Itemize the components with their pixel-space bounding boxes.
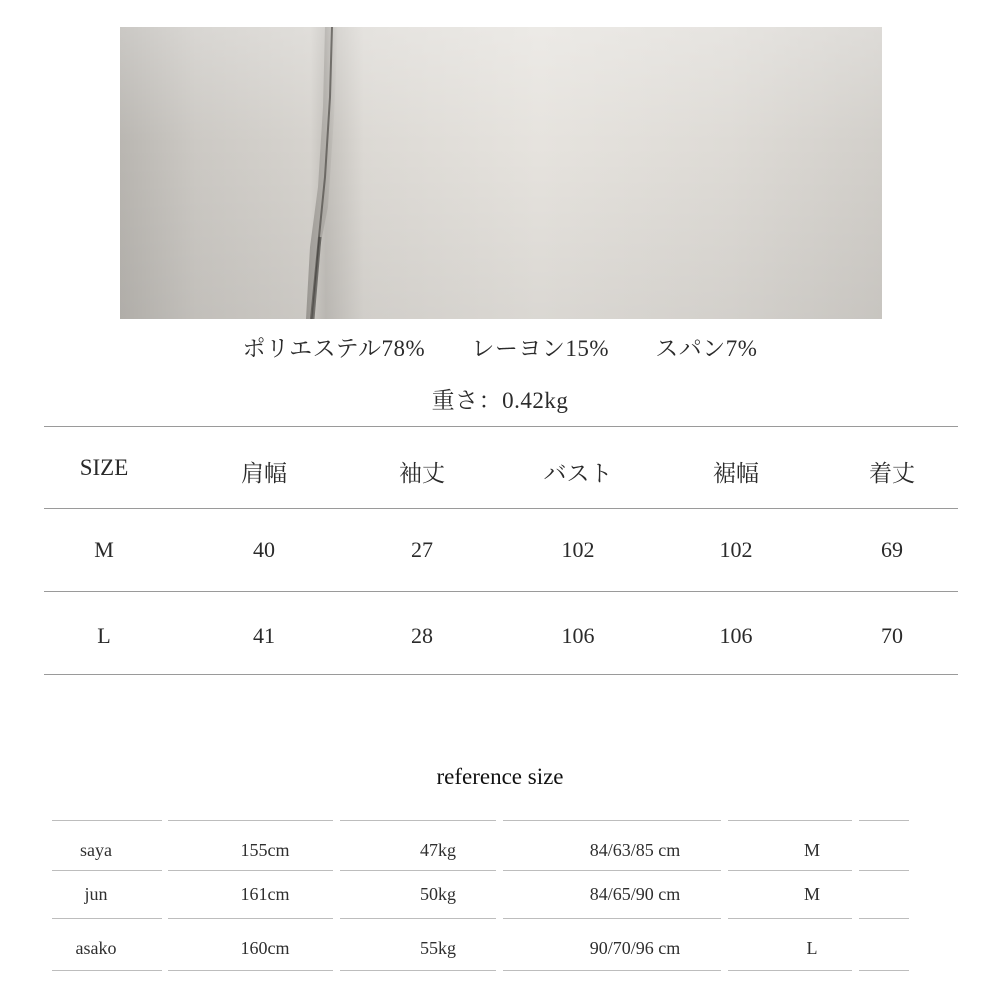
size-table-divider bbox=[44, 426, 958, 427]
material-composition bbox=[0, 330, 1000, 363]
size-cell: 41 bbox=[253, 623, 275, 648]
size-header-sleeve: 袖丈 bbox=[399, 461, 445, 486]
reference-divider bbox=[728, 918, 852, 919]
reference-divider bbox=[728, 970, 852, 971]
reference-divider bbox=[52, 870, 162, 871]
reference-divider bbox=[859, 918, 909, 919]
reference-measurements: 90/70/96 cm bbox=[589, 938, 681, 958]
size-cell: 106 bbox=[719, 623, 753, 648]
reference-size: M bbox=[803, 840, 821, 860]
reference-divider bbox=[168, 918, 333, 919]
reference-divider bbox=[340, 918, 496, 919]
reference-divider bbox=[168, 970, 333, 971]
reference-height: 160cm bbox=[240, 938, 290, 958]
reference-name: jun bbox=[84, 884, 108, 904]
reference-divider bbox=[52, 918, 162, 919]
reference-divider bbox=[859, 970, 909, 971]
reference-divider bbox=[503, 870, 721, 871]
reference-divider bbox=[503, 970, 721, 971]
size-cell: 40 bbox=[253, 537, 275, 562]
size-cell: M bbox=[94, 537, 114, 562]
reference-divider bbox=[859, 870, 909, 871]
size-cell: 102 bbox=[561, 537, 595, 562]
reference-size: L bbox=[806, 938, 818, 958]
size-cell: L bbox=[97, 623, 111, 648]
size-header-size: SIZE bbox=[79, 455, 129, 480]
size-header-hem: 裾幅 bbox=[713, 461, 759, 486]
size-table-divider bbox=[44, 674, 958, 675]
size-cell: 102 bbox=[719, 537, 753, 562]
reference-divider bbox=[52, 970, 162, 971]
reference-height: 155cm bbox=[240, 840, 290, 860]
reference-weight: 55kg bbox=[420, 938, 456, 958]
reference-divider bbox=[168, 870, 333, 871]
weight-label: 重さ：0.42kg bbox=[431, 388, 569, 413]
fabric-photo bbox=[120, 27, 882, 319]
size-cell: 106 bbox=[561, 623, 595, 648]
reference-divider bbox=[859, 820, 909, 821]
size-header-length: 着丈 bbox=[869, 461, 915, 486]
composition-spandex: スパン7% bbox=[655, 336, 758, 361]
size-cell: 28 bbox=[411, 623, 433, 648]
size-cell: 27 bbox=[411, 537, 433, 562]
size-header-shoulder: 肩幅 bbox=[241, 461, 287, 486]
reference-height: 161cm bbox=[240, 884, 290, 904]
size-header-bust: バスト bbox=[543, 461, 613, 486]
reference-divider bbox=[503, 820, 721, 821]
reference-divider bbox=[340, 870, 496, 871]
composition-polyester: ポリエステル78% bbox=[242, 336, 426, 361]
reference-divider bbox=[340, 970, 496, 971]
reference-size: M bbox=[803, 884, 821, 904]
size-table-divider bbox=[44, 591, 958, 592]
size-cell: 69 bbox=[881, 537, 903, 562]
reference-size-title: reference size bbox=[436, 764, 564, 789]
reference-measurements: 84/65/90 cm bbox=[589, 884, 681, 904]
reference-name: saya bbox=[80, 840, 112, 860]
size-cell: 70 bbox=[881, 623, 903, 648]
composition-rayon: レーヨン15% bbox=[471, 336, 610, 361]
reference-divider bbox=[168, 820, 333, 821]
reference-name: asako bbox=[75, 938, 117, 958]
reference-weight: 47kg bbox=[420, 840, 456, 860]
reference-divider bbox=[728, 870, 852, 871]
reference-divider bbox=[52, 820, 162, 821]
reference-divider bbox=[503, 918, 721, 919]
reference-divider bbox=[728, 820, 852, 821]
fabric-fold-illustration bbox=[120, 27, 882, 319]
size-table-divider bbox=[44, 508, 958, 509]
reference-weight: 50kg bbox=[420, 884, 456, 904]
reference-divider bbox=[340, 820, 496, 821]
reference-measurements: 84/63/85 cm bbox=[589, 840, 681, 860]
